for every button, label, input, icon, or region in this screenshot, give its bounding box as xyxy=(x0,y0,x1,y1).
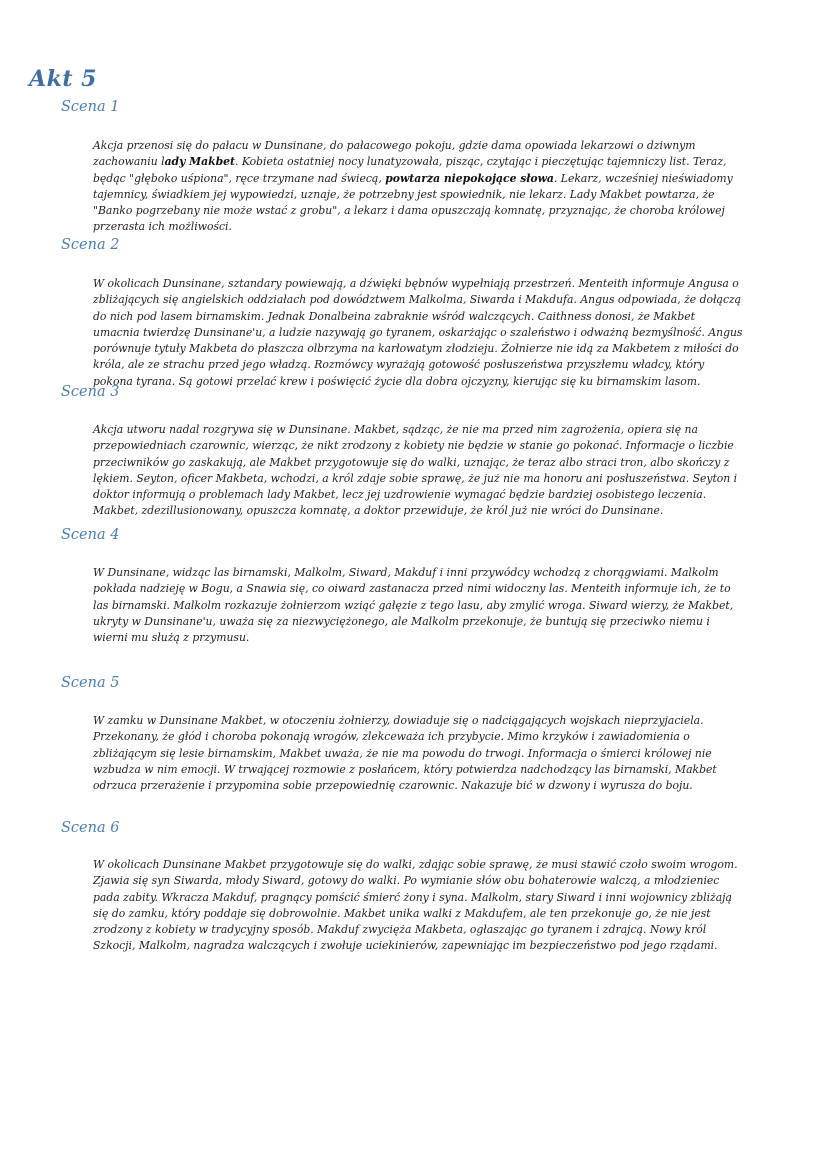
scene-5-title: Scena 5 xyxy=(61,675,120,691)
act-title: Akt 5 xyxy=(29,66,97,92)
scene-1-text-part: Akcja przenosi się do pałacu w Dunsinane, do pałacowego pokoju, gdzie dama opowiada lekarzowi o dziwnym zachowaniu l xyxy=(93,139,696,169)
scene-3-title: Scena 3 xyxy=(61,384,120,400)
scene-2-title: Scena 2 xyxy=(61,237,120,253)
scene-4-summary: W Dunsinane, widząc las birnamski, Malkolm, Siward, Makduf i inni przywódcy wchodzą z chorągwiami. Malkolm pokłada nadzieję w Bogu, a Snawia się, co oiward zastanacza przed nimi widoczny las. Menteith informuje ich, że to las birnamski. Malkolm rozkazuje żołnierzom wziąć gałęzie z tego lasu, aby zmylić wroga. Siward wierzy, że Makbet, ukryty w Dunsinane'u, uważa się za niezwyciężonego, ale Malkolm przekonuje, że buntują się przeciwko niemu i wierni mu służą z przymusu. xyxy=(93,566,734,645)
scene-1-text-part: . Lekarz, wcześniej nieświadomy tajemnicy, świadkiem jej wypowiedzi, uznaje, że potrzebny jest spowiednik, nie lekarz. Lady Makbet powtarza, że "Banko pogrzebany nie może wstać z grobu", a lekarz i dama opuszczają komnatę, przyznając, że choroba królowej przerasta ich możliwości. xyxy=(93,171,733,234)
scene-6-summary: W okolicach Dunsinane Makbet przygotowuje się do walki, zdając sobie sprawę, że musi stawić czoło swoim wrogom. Zjawia się syn Siwarda, młody Siward, gotowy do walki. Po wymianie słów obu bohaterowie walczą, a młodzieniec pada zabity. Wkracza Makduf, pragnący pomścić śmierć żony i syna. Malkolm, stary Siward i inni wojownicy zbliżają się do zamku, który poddaje się dobrowolnie. Makbet unika walki z Makdufem, ale ten przekonuje go, że nie jest zrodzony z kobiety w tradycyjny sposób. Makduf zwycięża Makbeta, ogłaszając go tyranem i zdrajcą. Nowy król Szkocji, Malkolm, nagradza walczących i zwołuje uciekinierów, zapewniając im bezpieczeństwo pod jego rządami. xyxy=(93,858,738,953)
scene-1-summary xyxy=(93,138,743,236)
scene-1-bold-phrase: powtarza niepokojące słowa xyxy=(385,171,554,185)
scene-1-title: Scena 1 xyxy=(61,99,120,115)
scene-4-title: Scena 4 xyxy=(61,527,120,543)
scene-5-summary: W zamku w Dunsinane Makbet, w otoczeniu żołnierzy, dowiaduje się o nadciągających wojskach nieprzyjaciela. Przekonany, że głód i choroba pokonają wrogów, zlekceważa ich przybycie. Mimo krzyków i zawiadomienia o zbliżającym się lesie birnamskim, Makbet uważa, że nie ma powodu do trwogi. Informacja o śmierci królowej nie wzbudza w nim emocji. W trwającej rozmowie z posłańcem, który potwierdza nadchodzący las birnamski, Makbet odrzuca przerażenie i przypomina sobie przepowiednię czarownic. Nakazuje bić w dzwony i wyrusza do boju. xyxy=(93,714,717,793)
scene-6-title: Scena 6 xyxy=(61,820,120,836)
scene-3-summary: Akcja utworu nadal rozgrywa się w Dunsinane. Makbet, sądząc, że nie ma przed nim zagrożenia, opiera się na przepowiedniach czarownic, wierząc, że nikt zrodzony z kobiety nie będzie w stanie go pokonać. Informacje o liczbie przeciwników go zaskakują, ale Makbet przygotowuje się do walki, uznając, że teraz albo straci tron, albo skończy z lękiem. Seyton, oficer Makbeta, wchodzi, a król zdaje sobie sprawę, że już nie ma honoru ani posłuszeństwa. Seyton i doktor informują o problemach lady Makbet, lecz jej uzdrowienie wymagać będzie bardziej osobistego leczenia. Makbet, zdezillusionowany, opuszcza komnatę, a doktor przewiduje, że król już nie wróci do Dunsinane. xyxy=(93,423,738,518)
scene-2-summary: W okolicach Dunsinane, sztandary powiewają, a dźwięki bębnów wypełniają przestrzeń. Menteith informuje Angusa o zbliżających się angielskich oddziałach pod dowództwem Malkolma, Siwarda i Makdufa. Angus odpowiada, że dołączą do nich pod lasem birnamskim. Jednak Donalbeina zabraknie wśród walczących. Caithness donosi, że Makbet umacnia twierdzę Dunsinane'u, a ludzie nazywają go tyranem, oskarżając o szaleństwo i odważną bezmyślność. Angus porównuje tytuły Makbeta do płaszcza olbrzyma na karłowatym złodzieju. Żołnierze nie idą za Makbetem z miłości do króla, ale ze strachu przed jego władzą. Rozmówcy wyrażają gotowość posłuszeństwa przyszłemu władcy, który pokona tyrana. Są gotowi przelać krew i poświęcić życie dla dobra ojczyzny, kierując się ku birnamskim lasom. xyxy=(93,277,743,388)
scene-1-text-part: . Kobieta ostatniej nocy lunatyzowała, pisząc, czytając i pieczętując tajemniczy list. Teraz, będąc "głęboko uśpiona", ręce trzymane nad świecą, xyxy=(93,155,727,185)
scene-1-bold-lady-makbet: ady Makbet xyxy=(164,155,235,169)
